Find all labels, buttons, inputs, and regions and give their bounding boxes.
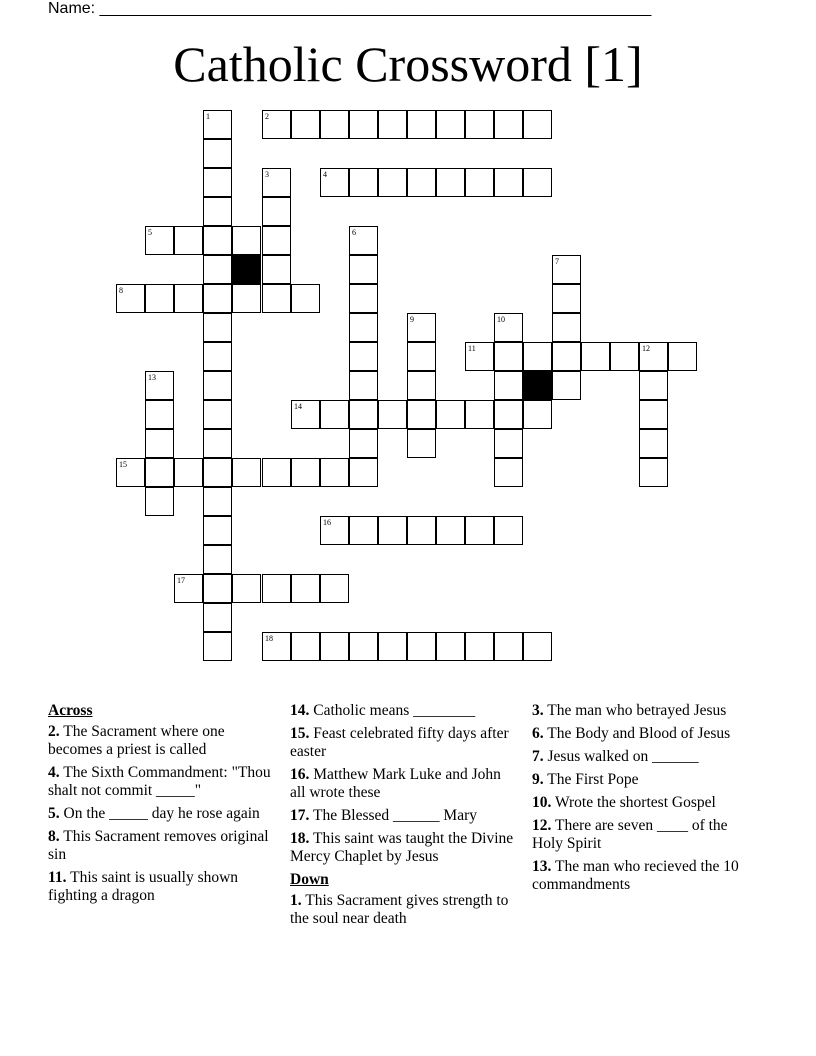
clue-text: This Sacrament gives strength to the soul near death [290, 892, 509, 927]
grid-cell[interactable] [378, 168, 407, 197]
grid-cell[interactable] [494, 429, 523, 458]
clue-down-1 [290, 892, 520, 928]
grid-cell[interactable] [407, 110, 436, 139]
cell-number: 8 [119, 286, 123, 295]
clue-down-13 [532, 858, 762, 894]
grid-cell[interactable] [494, 313, 523, 342]
clue-down-6 [532, 725, 762, 743]
grid-cell[interactable] [203, 516, 232, 545]
clue-across-16 [290, 766, 520, 802]
grid-cell[interactable] [639, 429, 668, 458]
grid-cell[interactable] [232, 226, 261, 255]
grid-cell[interactable] [291, 284, 320, 313]
grid-cell[interactable] [349, 284, 378, 313]
grid-cell[interactable] [203, 313, 232, 342]
grid-cell[interactable] [523, 632, 552, 661]
clue-column-1 [48, 702, 278, 910]
grid-cell[interactable] [494, 342, 523, 371]
grid-cell[interactable] [407, 342, 436, 371]
cell-number: 10 [497, 315, 505, 324]
grid-cell[interactable] [349, 168, 378, 197]
grid-cell[interactable] [320, 168, 349, 197]
across-heading: Across [48, 702, 93, 719]
cell-number: 7 [555, 257, 559, 266]
grid-cell[interactable] [320, 632, 349, 661]
grid-cell[interactable] [407, 371, 436, 400]
clue-column-2 [290, 702, 520, 933]
grid-cell[interactable] [349, 429, 378, 458]
cell-number: 5 [148, 228, 152, 237]
grid-cell[interactable] [116, 458, 145, 487]
clue-number: 15. [290, 725, 310, 742]
grid-cell[interactable] [494, 168, 523, 197]
clue-down-12 [532, 817, 762, 853]
clue-text: Matthew Mark Luke and John all wrote these [290, 766, 501, 801]
grid-cell[interactable] [639, 371, 668, 400]
grid-cell[interactable] [145, 429, 174, 458]
grid-cell[interactable] [523, 400, 552, 429]
clue-across-15 [290, 725, 520, 761]
clue-across-14 [290, 702, 520, 720]
grid-cell[interactable] [203, 429, 232, 458]
clue-number: 7. [532, 748, 544, 765]
grid-cell[interactable] [378, 632, 407, 661]
clue-text: The Sacrament where one becomes a priest is called [48, 723, 225, 758]
grid-cell[interactable] [523, 110, 552, 139]
cell-number: 17 [177, 576, 185, 585]
grid-cell[interactable] [232, 284, 261, 313]
clue-across-2 [48, 723, 278, 759]
down-heading: Down [290, 871, 329, 888]
clue-across-5 [48, 805, 278, 823]
grid-cell[interactable] [203, 168, 232, 197]
clue-number: 1. [290, 892, 302, 909]
clue-text: The First Pope [547, 771, 639, 788]
grid-cell[interactable] [494, 458, 523, 487]
clue-number: 17. [290, 807, 310, 824]
grid-cell[interactable] [581, 342, 610, 371]
grid-cell[interactable] [262, 226, 291, 255]
clue-text: This saint is usually shown fighting a dragon [48, 869, 239, 904]
clue-down-9 [532, 771, 762, 789]
grid-cell[interactable] [174, 226, 203, 255]
grid-cell[interactable] [291, 632, 320, 661]
grid-cell[interactable] [320, 458, 349, 487]
grid-cell[interactable] [465, 342, 494, 371]
grid-cell[interactable] [145, 284, 174, 313]
grid-cell[interactable] [320, 516, 349, 545]
cell-number: 1 [206, 112, 210, 121]
grid-cell[interactable] [407, 400, 436, 429]
grid-cell[interactable] [232, 574, 261, 603]
clue-number: 14. [290, 702, 310, 719]
clue-text: Feast celebrated fifty days after easter [290, 725, 509, 760]
grid-cell[interactable] [291, 458, 320, 487]
grid-cell[interactable] [668, 342, 697, 371]
cell-number: 14 [294, 402, 302, 411]
grid-cell[interactable] [639, 458, 668, 487]
grid-cell[interactable] [145, 458, 174, 487]
grid-cell[interactable] [174, 574, 203, 603]
grid-cell[interactable] [378, 110, 407, 139]
clue-text: The Sixth Commandment: "Thou shalt not commit _____" [48, 764, 271, 799]
grid-cell[interactable] [465, 110, 494, 139]
grid-cell[interactable] [349, 110, 378, 139]
grid-cell[interactable] [262, 632, 291, 661]
grid-cell[interactable] [203, 574, 232, 603]
grid-cell[interactable] [203, 110, 232, 139]
clue-across-17 [290, 807, 520, 825]
clue-text: The man who betrayed Jesus [547, 702, 727, 719]
cell-number: 6 [352, 228, 356, 237]
grid-cell[interactable] [145, 400, 174, 429]
grid-cell[interactable] [145, 226, 174, 255]
grid-cell[interactable] [639, 342, 668, 371]
grid-cell[interactable] [523, 342, 552, 371]
clue-text: Catholic means ________ [313, 702, 476, 719]
clue-text: The Body and Blood of Jesus [547, 725, 731, 742]
grid-cell[interactable] [349, 458, 378, 487]
clue-number: 9. [532, 771, 544, 788]
grid-cell[interactable] [436, 632, 465, 661]
clue-number: 18. [290, 830, 310, 847]
cell-number: 11 [468, 344, 476, 353]
grid-cell[interactable] [262, 255, 291, 284]
grid-cell[interactable] [407, 313, 436, 342]
clue-text: There are seven ____ of the Holy Spirit [532, 817, 728, 852]
grid-cell[interactable] [262, 168, 291, 197]
grid-cell[interactable] [116, 284, 145, 313]
page-title: Catholic Crossword [1] [173, 36, 643, 92]
grid-cell[interactable] [552, 255, 581, 284]
grid-cell[interactable] [203, 342, 232, 371]
clue-column-3 [532, 702, 762, 899]
clue-number: 3. [532, 702, 544, 719]
cell-number: 18 [265, 634, 273, 643]
grid-cell[interactable] [291, 110, 320, 139]
black-cell [523, 371, 552, 400]
grid-cell[interactable] [407, 516, 436, 545]
grid-cell[interactable] [436, 516, 465, 545]
grid-cell[interactable] [639, 400, 668, 429]
grid-cell[interactable] [262, 458, 291, 487]
clue-across-4 [48, 764, 278, 800]
clue-text: Wrote the shortest Gospel [554, 794, 716, 811]
grid-cell[interactable] [523, 168, 552, 197]
grid-cell[interactable] [407, 632, 436, 661]
grid-cell[interactable] [494, 632, 523, 661]
grid-cell[interactable] [378, 400, 407, 429]
grid-cell[interactable] [262, 284, 291, 313]
grid-cell[interactable] [174, 284, 203, 313]
grid-cell[interactable] [465, 632, 494, 661]
grid-cell[interactable] [320, 400, 349, 429]
grid-cell[interactable] [349, 342, 378, 371]
clue-number: 12. [532, 817, 552, 834]
name-field-line[interactable]: Name: ______________________________________________________________ [48, 0, 652, 17]
grid-cell[interactable] [378, 516, 407, 545]
grid-cell[interactable] [203, 255, 232, 284]
grid-cell[interactable] [552, 313, 581, 342]
grid-cell[interactable] [203, 545, 232, 574]
grid-cell[interactable] [407, 429, 436, 458]
clue-number: 8. [48, 828, 60, 845]
grid-cell[interactable] [203, 603, 232, 632]
grid-cell[interactable] [203, 139, 232, 168]
grid-cell[interactable] [203, 458, 232, 487]
grid-cell[interactable] [145, 371, 174, 400]
clue-text: The man who recieved the 10 commandments [532, 858, 739, 893]
grid-cell[interactable] [552, 371, 581, 400]
cell-number: 9 [410, 315, 414, 324]
grid-cell[interactable] [436, 400, 465, 429]
grid-cell[interactable] [320, 110, 349, 139]
grid-cell[interactable] [349, 632, 378, 661]
grid-cell[interactable] [203, 197, 232, 226]
black-cell [232, 255, 261, 284]
grid-cell[interactable] [291, 400, 320, 429]
cell-number: 13 [148, 373, 156, 382]
grid-cell[interactable] [203, 371, 232, 400]
cell-number: 4 [323, 170, 327, 179]
clue-number: 2. [48, 723, 60, 740]
grid-cell[interactable] [262, 110, 291, 139]
clue-number: 16. [290, 766, 310, 783]
clue-down-10 [532, 794, 762, 812]
grid-cell[interactable] [203, 400, 232, 429]
clue-number: 10. [532, 794, 552, 811]
clue-text: The Blessed ______ Mary [312, 807, 477, 824]
grid-cell[interactable] [552, 342, 581, 371]
clue-down-3 [532, 702, 762, 720]
clue-text: On the _____ day he rose again [63, 805, 260, 822]
grid-cell[interactable] [203, 487, 232, 516]
clue-across-8 [48, 828, 278, 864]
grid-cell[interactable] [494, 516, 523, 545]
clue-text: This Sacrament removes original sin [48, 828, 269, 863]
clue-across-11 [48, 869, 278, 905]
grid-cell[interactable] [145, 487, 174, 516]
grid-cell[interactable] [291, 574, 320, 603]
clue-number: 5. [48, 805, 60, 822]
grid-cell[interactable] [349, 516, 378, 545]
grid-cell[interactable] [232, 458, 261, 487]
clue-text: This saint was taught the Divine Mercy Chaplet by Jesus [290, 830, 514, 865]
cell-number: 3 [265, 170, 269, 179]
grid-cell[interactable] [436, 168, 465, 197]
cell-number: 15 [119, 460, 127, 469]
clue-number: 13. [532, 858, 552, 875]
grid-cell[interactable] [494, 110, 523, 139]
grid-cell[interactable] [262, 574, 291, 603]
grid-cell[interactable] [320, 574, 349, 603]
grid-cell[interactable] [610, 342, 639, 371]
grid-cell[interactable] [349, 313, 378, 342]
grid-cell[interactable] [203, 284, 232, 313]
cell-number: 12 [642, 344, 650, 353]
grid-cell[interactable] [203, 632, 232, 661]
cell-number: 2 [265, 112, 269, 121]
clue-number: 11. [48, 869, 67, 886]
grid-cell[interactable] [494, 400, 523, 429]
grid-cell[interactable] [465, 516, 494, 545]
grid-cell[interactable] [262, 197, 291, 226]
cell-number: 16 [323, 518, 331, 527]
clue-number: 6. [532, 725, 544, 742]
grid-cell[interactable] [349, 371, 378, 400]
clue-text: Jesus walked on ______ [547, 748, 699, 765]
grid-cell[interactable] [174, 458, 203, 487]
grid-cell[interactable] [203, 226, 232, 255]
clue-down-7 [532, 748, 762, 766]
grid-cell[interactable] [349, 400, 378, 429]
grid-cell[interactable] [436, 110, 465, 139]
grid-cell[interactable] [465, 400, 494, 429]
grid-cell[interactable] [407, 168, 436, 197]
grid-cell[interactable] [349, 255, 378, 284]
clue-number: 4. [48, 764, 60, 781]
grid-cell[interactable] [552, 284, 581, 313]
clue-across-18 [290, 830, 520, 866]
grid-cell[interactable] [349, 226, 378, 255]
grid-cell[interactable] [465, 168, 494, 197]
grid-cell[interactable] [494, 371, 523, 400]
